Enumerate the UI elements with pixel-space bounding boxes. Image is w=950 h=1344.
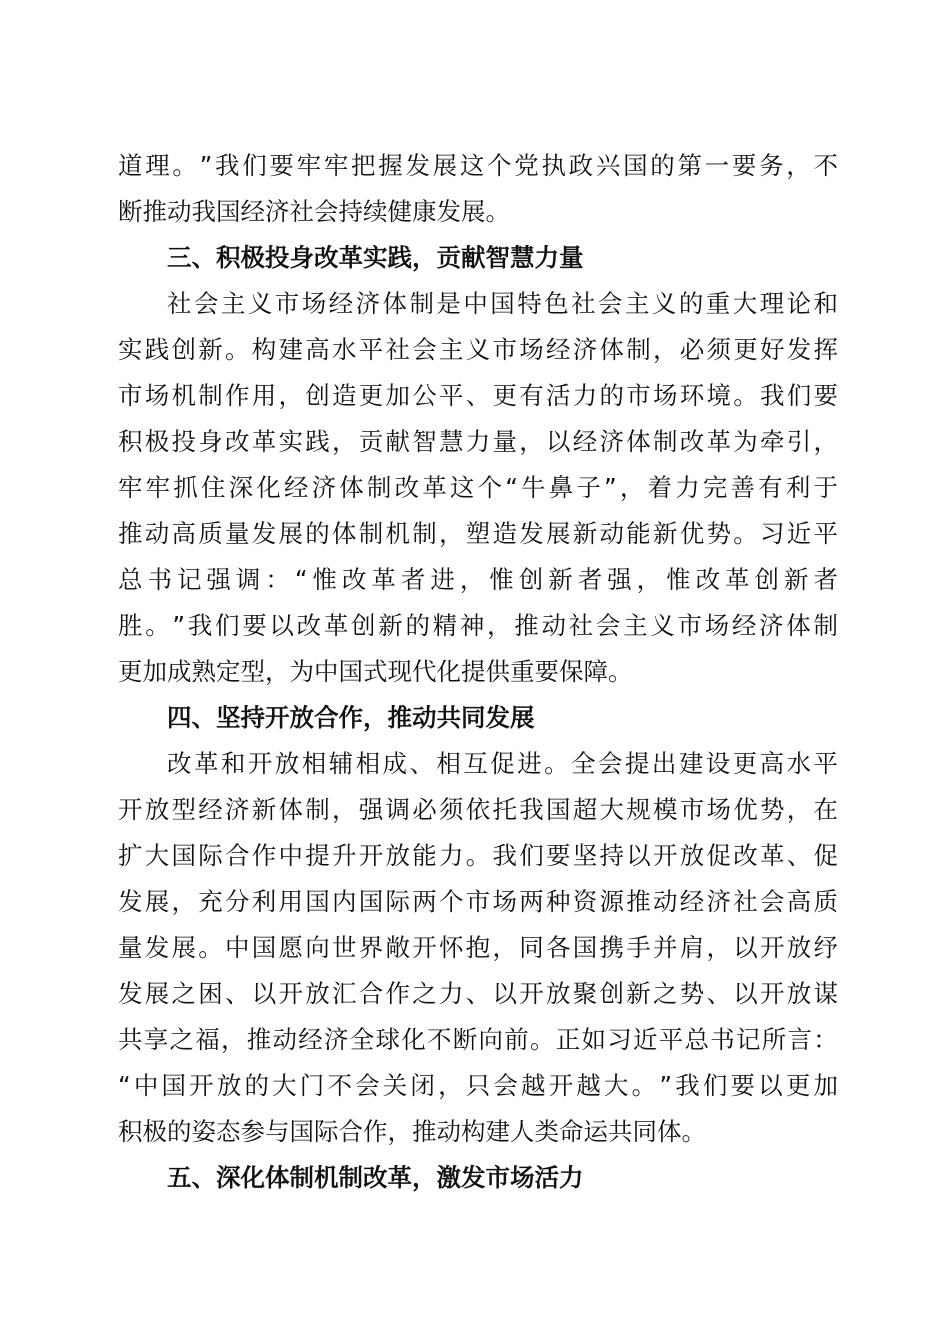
paragraph-line: 实 践 创 新 。 构 建 高 水 平 社 会 主 义 市 场 经 济 体 制 ， 必 须 更 好 发 挥 [118, 335, 838, 364]
paragraph-line: 胜 。 ” 我 们 要 以 改 革 创 新 的 精 神 ， 推 动 社 会 主 义 市 场 经 济 体 制 [118, 611, 838, 640]
paragraph-line: 积 极 投 身 改 革 实 践 ， 贡 献 智 慧 力 量 ， 以 经 济 体 制 改 革 为 牵 引 ， [118, 427, 838, 456]
paragraph-line: 道 理 。 ” 我 们 要 牢 牢 把 握 发 展 这 个 党 执 政 兴 国 的 第 一 要 务 ， 不 [118, 151, 838, 180]
section-heading: 三、积极投身改革实践，贡献智慧力量 [167, 243, 584, 272]
section-heading: 四、坚持开放合作，推动共同发展 [167, 703, 535, 732]
paragraph-line: 断推动我国经济社会持续健康发展。 [118, 197, 510, 226]
paragraph-line: 开 放 型 经 济 新 体 制 ， 强 调 必 须 依 托 我 国 超 大 规 模 市 场 优 势 ， 在 [118, 795, 838, 824]
document-body [118, 143, 838, 1201]
paragraph-line: 发 展 ， 充 分 利 用 国 内 国 际 两 个 市 场 两 种 资 源 推 动 经 济 社 会 高 质 [118, 887, 838, 916]
paragraph-line: 共 享 之 福 ， 推 动 经 济 全 球 化 不 断 向 前 。 正 如 习 近 平 总 书 记 所 言 ： [118, 1025, 838, 1054]
section-heading: 五、深化体制机制改革，激发市场活力 [167, 1163, 584, 1192]
paragraph-line: 更加成熟定型，为中国式现代化提供重要保障。 [118, 657, 633, 686]
paragraph-line: 扩 大 国 际 合 作 中 提 升 开 放 能 力 。 我 们 要 坚 持 以 开 放 促 改 革 、 促 [118, 841, 838, 870]
paragraph-line: 改 革 和 开 放 相 辅 相 成 、 相 互 促 进 。 全 会 提 出 建 设 更 高 水 平 [167, 749, 838, 778]
paragraph-line: 积极的姿态参与国际合作，推动构建人类命运共同体。 [118, 1117, 706, 1146]
paragraph-line: 推 动 高 质 量 发 展 的 体 制 机 制 ， 塑 造 发 展 新 动 能 新 优 势 。 习 近 平 [118, 519, 838, 548]
paragraph-line: 牢 牢 抓 住 深 化 经 济 体 制 改 革 这 个 “ 牛 鼻 子 ” ， 着 力 完 善 有 利 于 [118, 473, 838, 502]
paragraph-line: 量 发 展 。 中 国 愿 向 世 界 敞 开 怀 抱 ， 同 各 国 携 手 并 肩 ， 以 开 放 纾 [118, 933, 838, 962]
paragraph-line: “ 中 国 开 放 的 大 门 不 会 关 闭 ， 只 会 越 开 越 大 。 ” 我 们 要 以 更 加 [118, 1071, 838, 1100]
paragraph-line: 社 会 主 义 市 场 经 济 体 制 是 中 国 特 色 社 会 主 义 的 重 大 理 论 和 [167, 289, 838, 318]
paragraph-line: 市 场 机 制 作 用 ， 创 造 更 加 公 平 、 更 有 活 力 的 市 场 环 境 。 我 们 要 [118, 381, 838, 410]
paragraph-line: 总 书 记 强 调 ： “ 惟 改 革 者 进 ， 惟 创 新 者 强 ， 惟 改 革 创 新 者 [118, 565, 838, 594]
paragraph-line: 发 展 之 困 、 以 开 放 汇 合 作 之 力 、 以 开 放 聚 创 新 之 势 、 以 开 放 谋 [118, 979, 838, 1008]
